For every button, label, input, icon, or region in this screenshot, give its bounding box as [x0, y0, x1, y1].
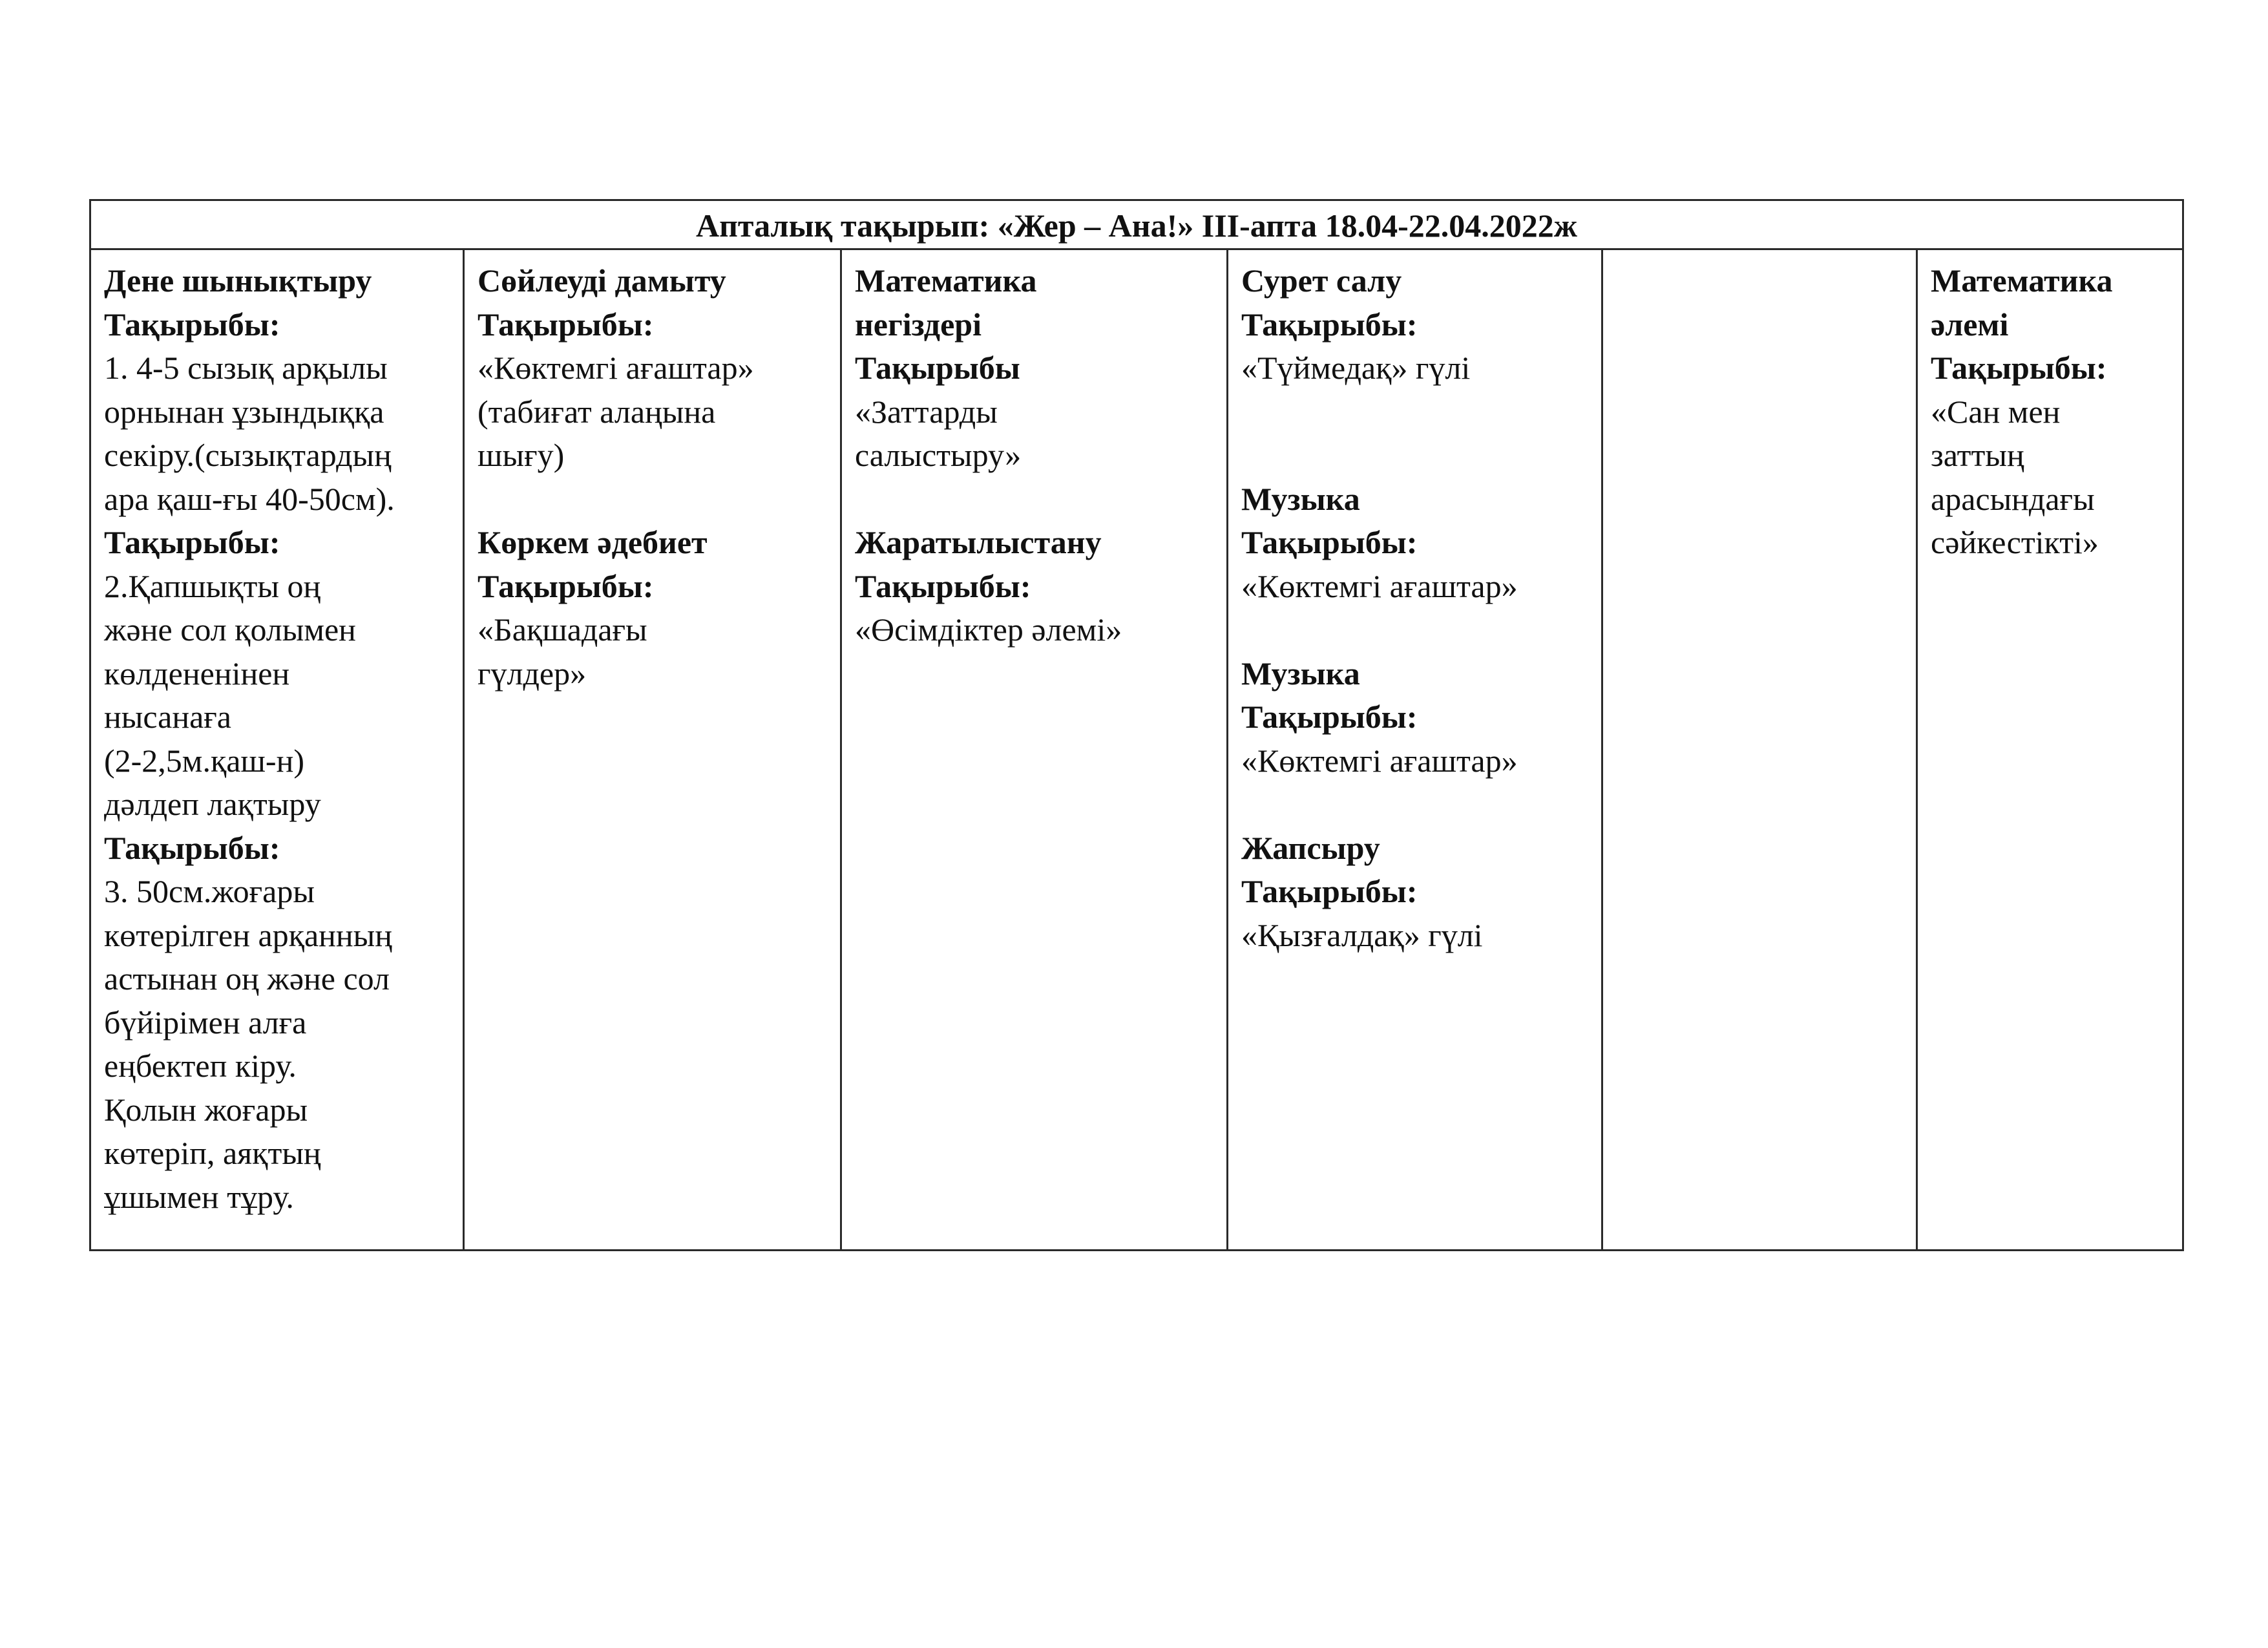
topic-label: Тақырыбы:: [104, 829, 280, 866]
topic-text: 2.Қапшықты оң және сол қолымен көлдененінен нысанаға (2-2,5м.қаш-н) дәлдеп лақтыру: [104, 567, 356, 822]
topic-text: «Түймедақ» гүлі: [1241, 350, 1471, 386]
column-art-music: [1228, 250, 1603, 1249]
topic-text: «Өсімдіктер әлемі»: [855, 611, 1122, 648]
subject-title: Жапсыру: [1241, 829, 1380, 866]
topic-label: Тақырыбы: [855, 350, 1020, 386]
subject-title: Музыка: [1241, 480, 1360, 517]
topic-label: Тақырыбы:: [104, 524, 280, 560]
column-empty: [1603, 250, 1918, 1249]
subject-title: Сөйлеуді дамыту: [478, 262, 726, 299]
topic-text: 3. 50см.жоғары көтерілген арқанның астынан оң және сол бүйірімен алға еңбектеп кіру. Қолын жоғары көтеріп, аяқтың ұшымен тұру.: [104, 873, 393, 1215]
topic-text: «Көктемгі ағаштар» (табиғат алаңына шығу): [478, 350, 754, 473]
spacer: [1241, 390, 1591, 478]
topic-text: «Қызғалдақ» гүлі: [1241, 916, 1483, 953]
spacer: [855, 478, 1216, 522]
subject-title: Көркем әдебиет: [478, 524, 708, 560]
topic-text: «Бақшадағы гүлдер»: [478, 611, 647, 692]
topic-text: «Сан мен заттың арасындағы сәйкестікті»: [1931, 393, 2099, 560]
weekly-plan-table: [89, 199, 2184, 1251]
subject-title: Дене шынықтыру: [104, 262, 372, 299]
column-physical-education: [91, 250, 465, 1249]
topic-label: Тақырыбы:: [1241, 524, 1418, 560]
topic-label: Тақырыбы:: [1241, 306, 1418, 343]
column-math-basics: [842, 250, 1228, 1249]
topic-label: Тақырыбы:: [478, 306, 654, 343]
spacer: [1241, 783, 1591, 827]
subject-title: Жаратылыстану: [855, 524, 1102, 560]
spacer: [1241, 608, 1591, 652]
table-header-title: Апталық тақырып: «Жер – Ана!» ІІІ-апта 18.04-22.04.2022ж: [91, 201, 2182, 250]
topic-label: Тақырыбы:: [1241, 873, 1418, 909]
topic-label: Тақырыбы:: [478, 567, 654, 604]
topic-text: «Көктемгі ағаштар»: [1241, 567, 1518, 604]
subject-title: Математика әлемі: [1931, 262, 2113, 343]
topic-label: Тақырыбы:: [104, 306, 280, 343]
column-world-of-math: [1918, 250, 2182, 1249]
subject-title: Сурет салу: [1241, 262, 1402, 299]
column-speech-development: [465, 250, 842, 1249]
spacer: [478, 478, 830, 522]
topic-label: Тақырыбы:: [1241, 699, 1418, 735]
topic-label: Тақырыбы:: [855, 567, 1031, 604]
topic-text: «Заттарды салыстыру»: [855, 393, 1022, 473]
topic-label: Тақырыбы:: [1931, 350, 2107, 386]
subject-title: Музыка: [1241, 655, 1360, 692]
subject-title: Математика негіздері: [855, 262, 1037, 343]
topic-text: 1. 4-5 сызық арқылы орнынан ұзындыққа секіру.(сызықтардың ара қаш-ғы 40-50см).: [104, 350, 395, 517]
topic-text: «Көктемгі ағаштар»: [1241, 742, 1518, 779]
